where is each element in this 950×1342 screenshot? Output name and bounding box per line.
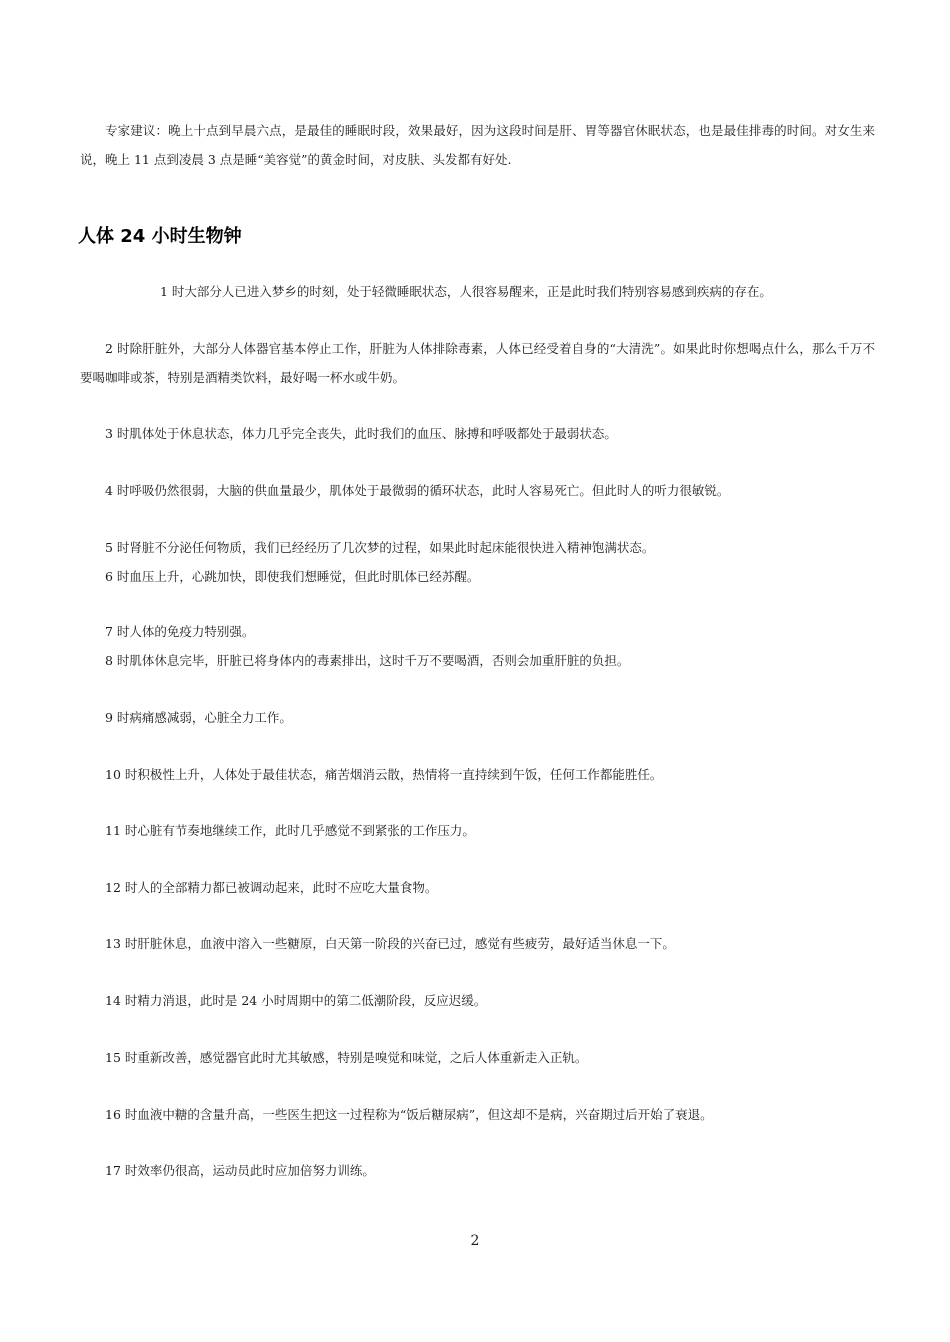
- hour-4-paragraph: 4 时呼吸仍然很弱，大脑的供血量最少，肌体处于最微弱的循环状态，此时人容易死亡。但此时人的听力很敏锐。: [105, 483, 730, 498]
- intro-paragraph: 专家建议：晚上十点到早晨六点，是最佳的睡眠时段，效果最好，因为这段时间是肝、胃等器官休眠状态，也是最佳排毒的时间。对女生来说，晚上 11 点到凌晨 3 点是睡“美容觉”的黄金时间，对皮肤、头发都有好处.: [80, 123, 875, 167]
- hour-12-paragraph: 12 时人的全部精力都已被调动起来，此时不应吃大量食物。: [105, 880, 438, 895]
- section-title: 人体 24 小时生物钟: [78, 226, 242, 247]
- hour-14-paragraph: 14 时精力消退，此时是 24 小时周期中的第二低潮阶段，反应迟缓。: [105, 993, 487, 1008]
- hour-13-paragraph: 13 时肝脏休息，血液中溶入一些糖原，白天第一阶段的兴奋已过，感觉有些疲劳，最好适当休息一下。: [105, 936, 675, 951]
- hour-5-paragraph: 5 时肾脏不分泌任何物质，我们已经经历了几次梦的过程，如果此时起床能很快进入精神饱满状态。: [105, 540, 655, 555]
- hour-17-paragraph: 17 时效率仍很高，运动员此时应加倍努力训练。: [105, 1163, 375, 1178]
- page-number: 2: [470, 1233, 480, 1249]
- hour-9-paragraph: 9 时病痛感减弱，心脏全力工作。: [105, 710, 292, 725]
- hour-2-paragraph: 2 时除肝脏外，大部分人体器官基本停止工作，肝脏为人体排除毒素，人体已经受着自身的“大清洗”。如果此时你想喝点什么，那么千万不要喝咖啡或茶，特别是酒精类饮料，最好喝一杯水或牛奶。: [80, 341, 875, 385]
- hour-11-paragraph: 11 时心脏有节奏地继续工作，此时几乎感觉不到紧张的工作压力。: [105, 823, 475, 838]
- hour-16-paragraph: 16 时血液中糖的含量升高，一些医生把这一过程称为“饭后糖尿病”，但这却不是病，兴奋期过后开始了衰退。: [105, 1107, 713, 1122]
- hour-15-paragraph: 15 时重新改善，感觉器官此时尤其敏感，特别是嗅觉和味觉，之后人体重新走入正轨。: [105, 1050, 588, 1065]
- hour-8-paragraph: 8 时肌体休息完毕，肝脏已将身体内的毒素排出，这时千万不要喝酒，否则会加重肝脏的负担。: [105, 653, 630, 668]
- hour-7-paragraph: 7 时人体的免疫力特别强。: [105, 624, 255, 639]
- hour-10-paragraph: 10 时积极性上升，人体处于最佳状态，痛苦烟消云散，热情将一直持续到午饭，任何工作都能胜任。: [105, 767, 663, 782]
- hour-3-paragraph: 3 时肌体处于休息状态，体力几乎完全丧失，此时我们的血压、脉搏和呼吸都处于最弱状态。: [105, 426, 617, 441]
- hour-6-paragraph: 6 时血压上升，心跳加快，即使我们想睡觉，但此时肌体已经苏醒。: [105, 569, 480, 584]
- hour-1-paragraph: 1 时大部分人已进入梦乡的时刻，处于轻微睡眠状态，人很容易醒来，正是此时我们特别容易感到疾病的存在。: [160, 284, 772, 299]
